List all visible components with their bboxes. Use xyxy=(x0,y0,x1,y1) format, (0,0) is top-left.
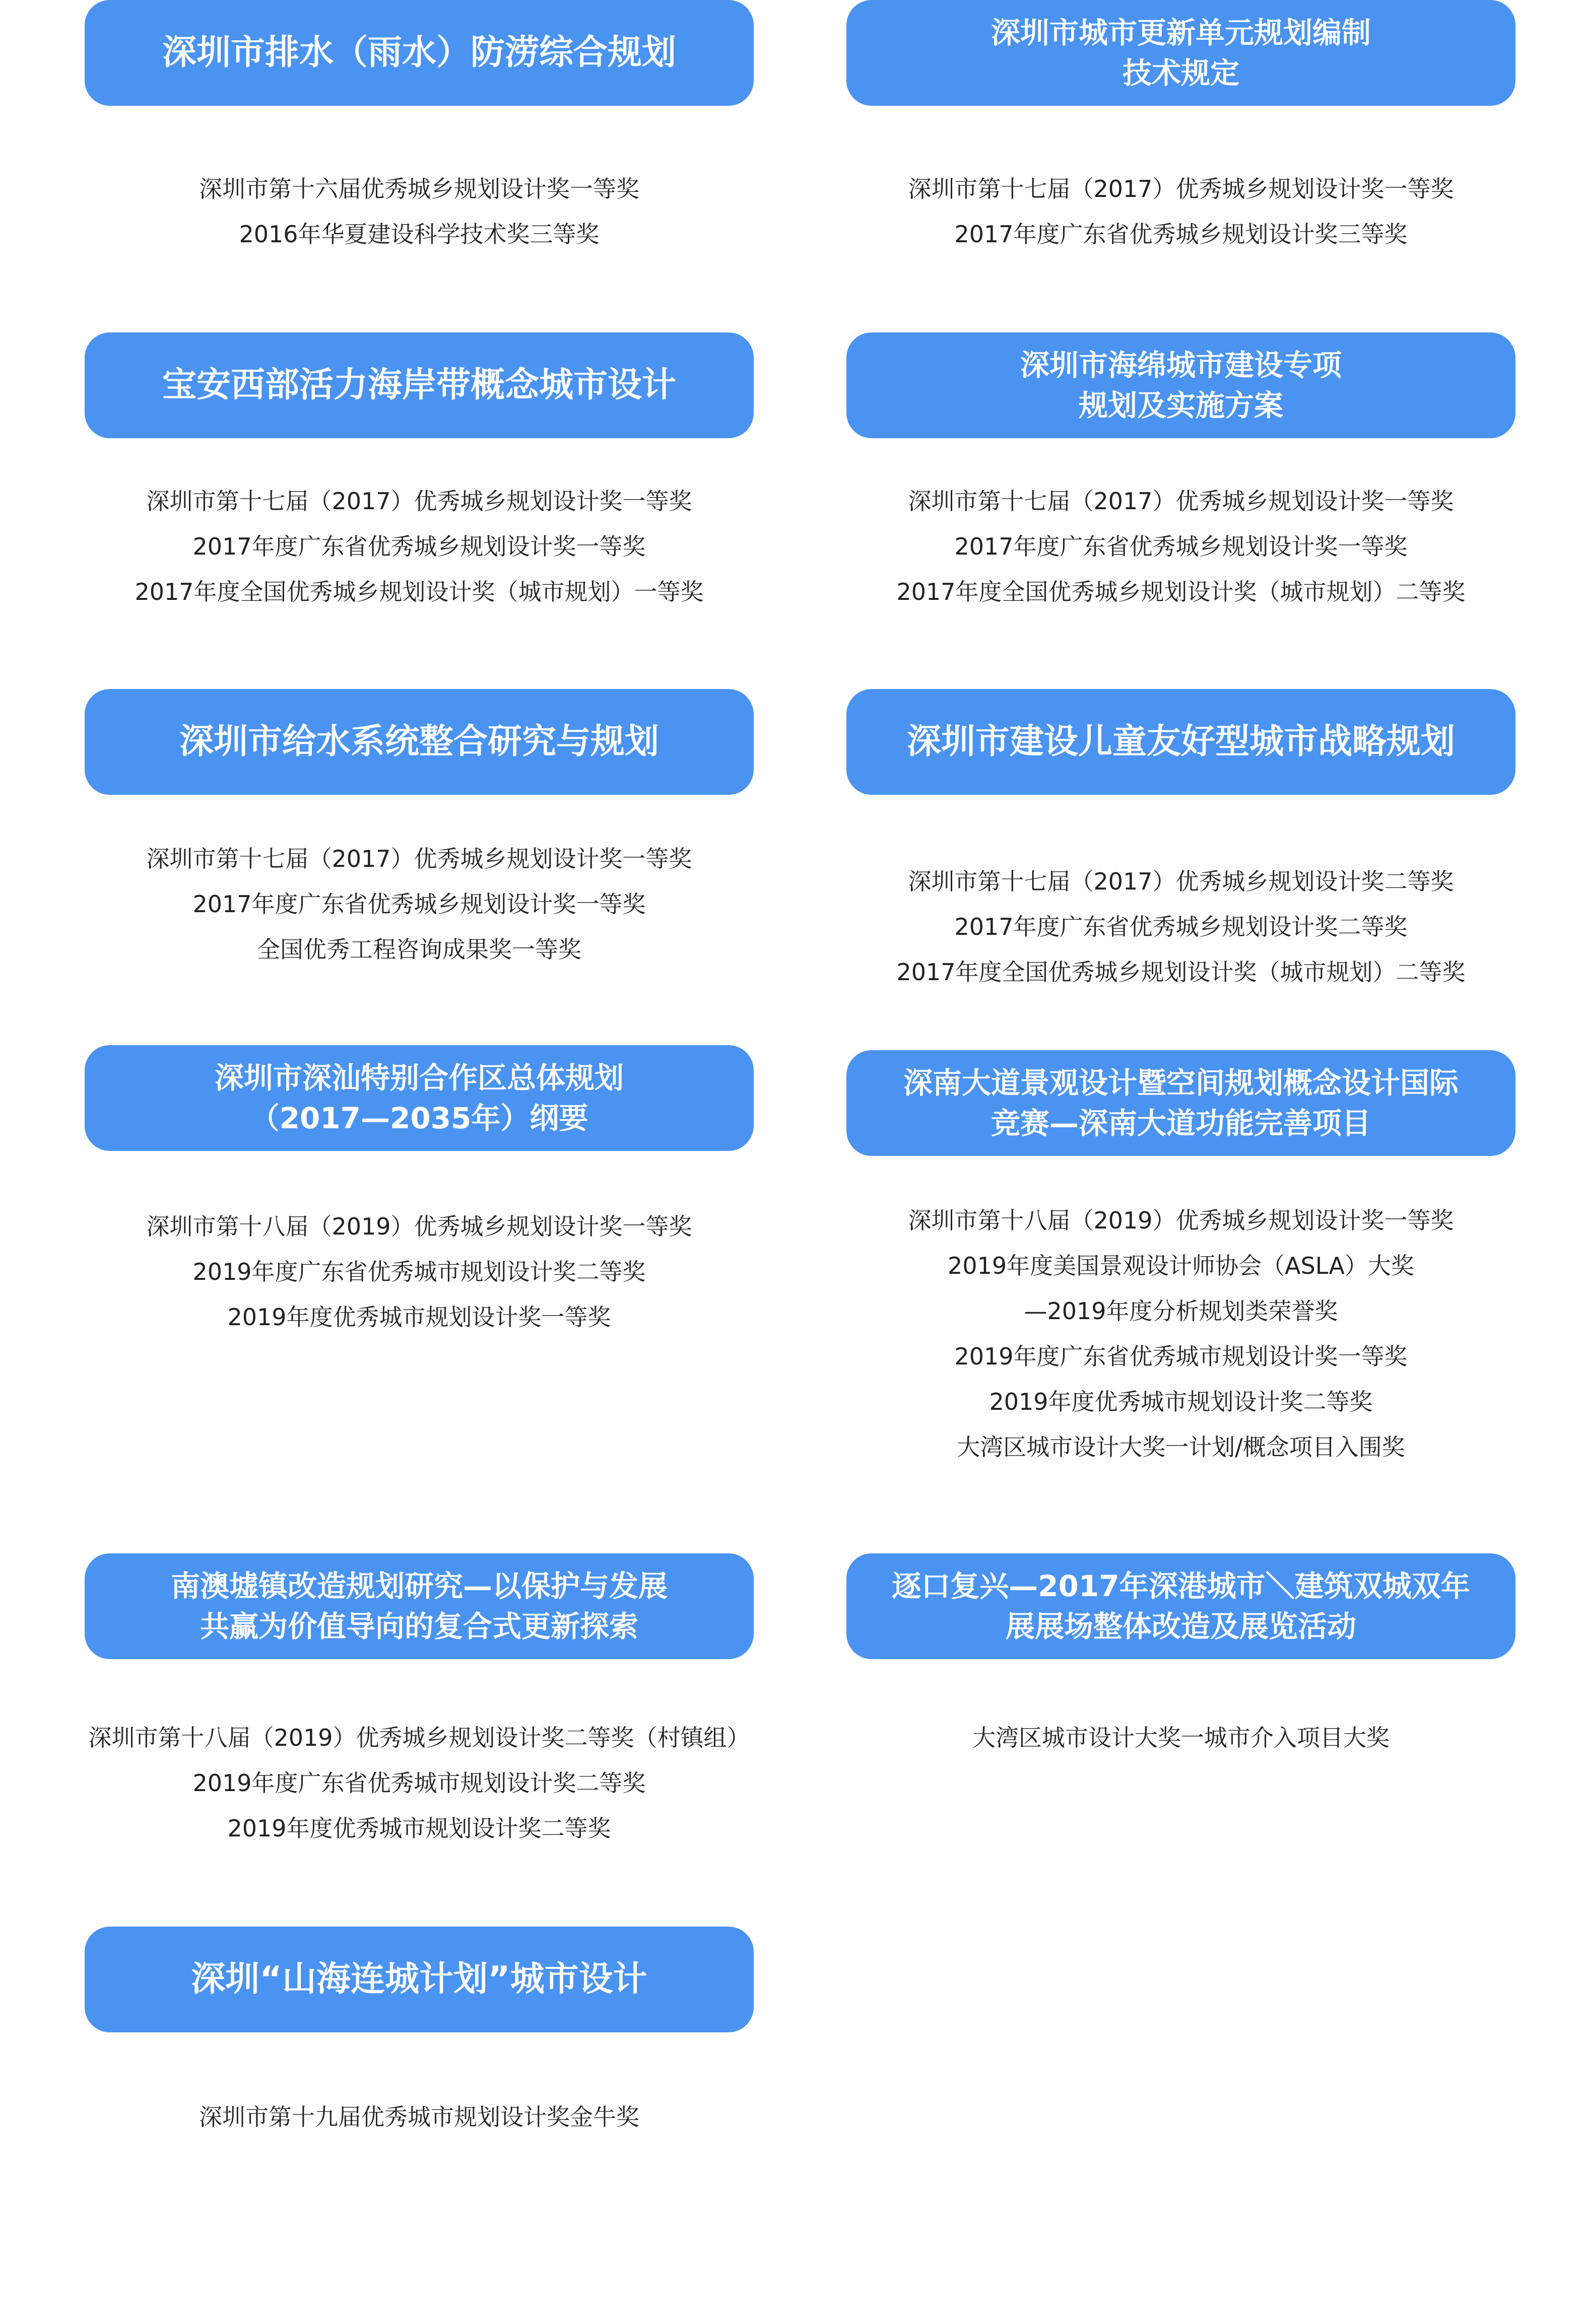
award-list-block xyxy=(85,2094,754,2140)
award-line: 2019年度优秀城市规划设计奖一等奖 xyxy=(227,1304,611,1331)
award-line: —2019年度分析规划类荣誉奖 xyxy=(1024,1297,1338,1325)
award-line: 深圳市第十七届（2017）优秀城乡规划设计奖一等奖 xyxy=(908,175,1454,202)
award-list-block xyxy=(846,479,1515,614)
award-line: 2017年度全国优秀城乡规划设计奖（城市规划）二等奖 xyxy=(896,578,1466,605)
project-title-box xyxy=(85,1045,754,1151)
project-title-line: 深圳市建设儿童友好型城市战略规划 xyxy=(906,722,1455,762)
project-title-box xyxy=(846,1553,1515,1659)
project-title-line: 宝安西部活力海岸带概念城市设计 xyxy=(162,365,676,405)
project-title-line: 规划及实施方案 xyxy=(1078,388,1283,423)
award-line: 2017年度广东省优秀城乡规划设计奖一等奖 xyxy=(954,533,1408,560)
award-line: 2019年度美国景观设计师协会（ASLA）大奖 xyxy=(948,1252,1414,1279)
project-title-line: 深圳市海绵城市建设专项 xyxy=(1020,348,1342,382)
project-title-line: 展展场整体改造及展览活动 xyxy=(1005,1609,1356,1644)
award-list-block xyxy=(85,479,754,614)
award-line: 深圳市第十八届（2019）优秀城乡规划设计奖一等奖 xyxy=(908,1207,1454,1234)
project-title-line: 竞赛—深南大道功能完善项目 xyxy=(990,1106,1371,1140)
award-line: 2019年度广东省优秀城市规划设计奖二等奖 xyxy=(192,1258,646,1285)
award-list-block xyxy=(846,166,1515,257)
project-title-box xyxy=(846,689,1515,795)
project-title-line: 深圳市排水（雨水）防涝综合规划 xyxy=(162,33,676,73)
award-list-block xyxy=(846,1715,1515,1760)
project-title-line: 共赢为价值导向的复合式更新探索 xyxy=(200,1609,638,1644)
award-line: 2017年度广东省优秀城乡规划设计奖二等奖 xyxy=(954,913,1408,940)
award-line: 全国优秀工程咨询成果奖一等奖 xyxy=(257,936,581,963)
project-title-box xyxy=(846,332,1515,438)
project-title-line: 深圳“山海连城计划”城市设计 xyxy=(191,1959,647,1999)
award-line: 深圳市第十八届（2019）优秀城乡规划设计奖一等奖 xyxy=(146,1213,692,1240)
project-title-box xyxy=(846,1050,1515,1156)
award-line: 大湾区城市设计大奖一城市介入项目大奖 xyxy=(972,1724,1390,1751)
project-title-box xyxy=(85,1927,754,2032)
award-line: 深圳市第十六届优秀城乡规划设计奖一等奖 xyxy=(199,175,639,202)
award-line: 深圳市第十七届（2017）优秀城乡规划设计奖一等奖 xyxy=(146,845,692,872)
project-title-box xyxy=(85,1553,754,1659)
project-title-line: 南澳墟镇改造规划研究—以保护与发展 xyxy=(170,1569,668,1603)
award-list-block xyxy=(846,859,1515,995)
award-list-block xyxy=(85,836,754,972)
project-title-box xyxy=(846,0,1515,106)
project-title-box xyxy=(85,332,754,438)
award-line: 2017年度广东省优秀城乡规划设计奖一等奖 xyxy=(192,533,646,560)
award-line: 2017年度全国优秀城乡规划设计奖（城市规划）二等奖 xyxy=(896,959,1466,986)
award-line: 2017年度广东省优秀城乡规划设计奖三等奖 xyxy=(954,221,1408,248)
project-title-line: （2017—2035年）纲要 xyxy=(250,1101,588,1135)
award-line: 2019年度优秀城市规划设计奖二等奖 xyxy=(989,1388,1373,1415)
award-line: 2019年度广东省优秀城市规划设计奖一等奖 xyxy=(954,1343,1408,1370)
award-line: 2017年度广东省优秀城乡规划设计奖一等奖 xyxy=(192,891,646,918)
project-title-line: 深圳市深汕特别合作区总体规划 xyxy=(214,1061,624,1095)
award-list-block xyxy=(85,1204,754,1340)
award-list-block xyxy=(85,1715,754,1851)
award-line: 深圳市第十八届（2019）优秀城乡规划设计奖二等奖（村镇组） xyxy=(88,1724,750,1751)
award-line: 大湾区城市设计大奖一计划/概念项目入围奖 xyxy=(957,1433,1405,1461)
project-title-line: 深圳市城市更新单元规划编制 xyxy=(990,16,1371,50)
award-line: 2019年度广东省优秀城市规划设计奖二等奖 xyxy=(192,1769,646,1797)
award-line: 深圳市第十七届（2017）优秀城乡规划设计奖二等奖 xyxy=(908,868,1454,895)
award-line: 深圳市第十七届（2017）优秀城乡规划设计奖一等奖 xyxy=(146,488,692,515)
project-title-box xyxy=(85,689,754,795)
project-title-box xyxy=(85,0,754,106)
award-line: 2016年华夏建设科学技术奖三等奖 xyxy=(239,221,600,248)
award-list-block xyxy=(846,1198,1515,1470)
project-title-line: 技术规定 xyxy=(1122,56,1239,90)
award-line: 2019年度优秀城市规划设计奖二等奖 xyxy=(227,1815,611,1842)
project-title-line: 深南大道景观设计暨空间规划概念设计国际 xyxy=(903,1066,1459,1100)
award-list-block xyxy=(85,166,754,257)
project-title-line: 逐口复兴—2017年深港城市＼建筑双城双年 xyxy=(892,1569,1470,1603)
award-line: 深圳市第十九届优秀城市规划设计奖金牛奖 xyxy=(199,2103,639,2131)
award-line: 2017年度全国优秀城乡规划设计奖（城市规划）一等奖 xyxy=(135,578,704,605)
award-line: 深圳市第十七届（2017）优秀城乡规划设计奖一等奖 xyxy=(908,488,1454,515)
project-title-line: 深圳市给水系统整合研究与规划 xyxy=(179,722,659,762)
